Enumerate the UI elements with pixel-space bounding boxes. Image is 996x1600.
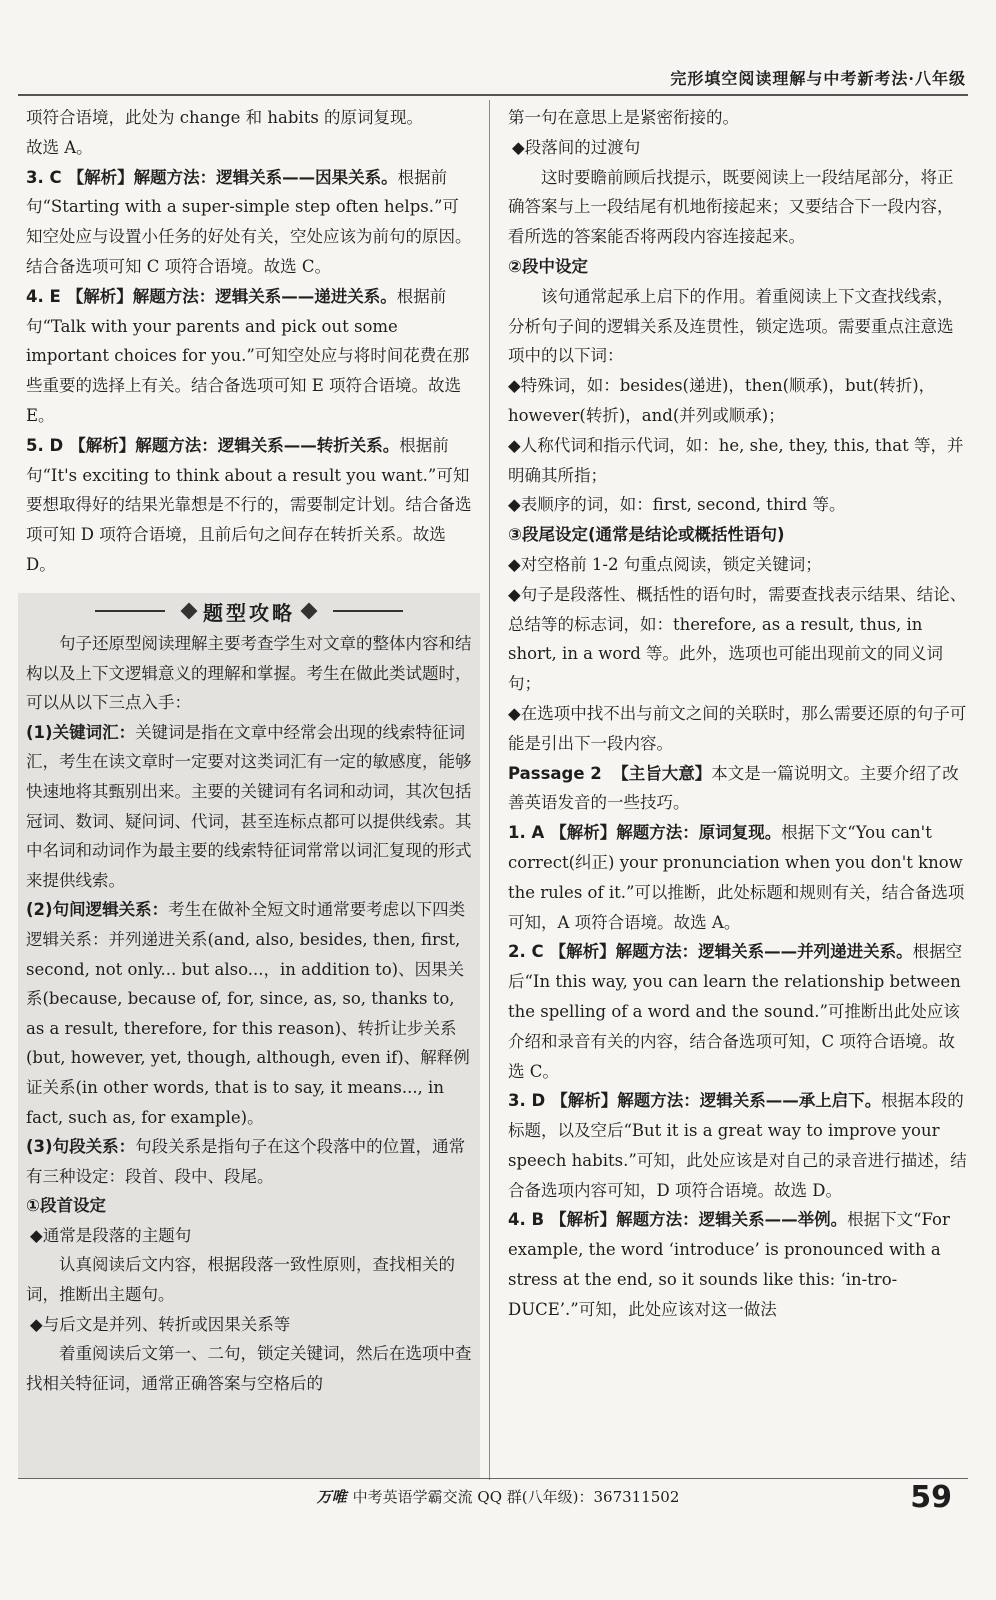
header-title: 完形填空阅读理解与中考新考法·八年级 [670,69,966,88]
answer-body: 根据空后“In this way, you can learn the relationship between the spelling of a word and the sound.”可推断出此处应该介绍和录音有关的内容，结合备选项可知，C 项符合语境。故选 C。 [508,942,963,1081]
left-column [26,103,474,580]
strategy-point-3 [26,1132,474,1191]
answer-item [508,1205,968,1324]
strategy-text [26,629,474,1398]
point-text: 句段关系是指句子在这个段落中的位置，通常有三种设定：段首、段中、段尾。 [26,1137,466,1186]
answer-number: 2. C [508,942,544,962]
section-head: ②段中设定 [508,256,588,276]
point-head: (2)句间逻辑关系： [26,900,169,920]
point-head: (3)句段关系： [26,1137,136,1157]
passage-head: 【主旨大意】 [612,763,712,783]
heading-line [95,610,165,612]
strategy-box [18,593,480,1478]
answer-item [26,431,474,580]
strategy-point-1 [26,718,474,896]
diamond-icon [181,603,198,620]
heading-line [333,610,403,612]
answer-head: 【解析】解题方法：逻辑关系——举例。 [550,1210,848,1230]
strategy-intro: 句子还原型阅读理解主要考查学生对文章的整体内容和结构以及上下文逻辑意义的理解和掌握。考生在做此类试题时，可以从以下三点入手： [26,634,472,713]
bullet-text: 着重阅读后文第一、二句，锁定关键词，然后在选项中查找相关特征词，通常正确答案与空格后的 [26,1344,472,1393]
answer-head: 【解析】解题方法：逻辑关系——并列递进关系。 [549,942,913,962]
point-text: 考生在做补全短文时通常要考虑以下四类逻辑关系：并列递进关系(and, also, besides, then, first, second, not only... but also...，in addition to)、因果关系(because, because of, for, since, as, so, thanks to, as a result, therefore, for this reason)、转折让步关系(but, however, yet, though, although, even if)、解释例证关系(in other words, that is to say, it means..., in fact, such as, for example)。 [26,900,470,1127]
page-number: 59 [910,1480,952,1515]
bullet-item: ◆对空格前 1-2 句重点阅读，锁定关键词； [508,554,822,574]
bullet-head: ◆与后文是并列、转折或因果关系等 [30,1314,291,1334]
answer-body: 根据下文“You can't correct(纠正) your pronunciation when you don't know the rules of it.”可以推断，此处标题和规则有关，结合备选项可知，A 项符合语境。故选 A。 [508,823,965,932]
bullet-item: ◆表顺序的词，如：first, second, third 等。 [508,495,846,515]
answer-body: 根据本段的标题，以及空后“But it is a great way to improve your speech habits.”可知，此处应该是对自己的录音进行描述，结合备选项内容可知，D 项符合语境。故选 D。 [508,1091,967,1200]
answer-item [26,282,474,431]
point-head: (1)关键词汇： [26,722,136,742]
bullet-item: ◆人称代词和指示代词，如：he, she, they, this, that 等，并明确其所指； [508,435,964,485]
answer-head: 【解析】解题方法：逻辑关系——因果关系。 [67,167,398,187]
bullet-item: ◆句子是段落性、概括性的语句时，需要查找表示结果、结论、总结等的标志词，如：therefore, as a result, thus, in short, in a word 等。此外，选项也可能出现前文的同义词句； [508,584,967,694]
section-head: ③段尾设定(通常是结论或概括性语句) [508,525,785,545]
answer-item [26,163,474,282]
strategy-heading [18,593,480,629]
answer-number: 4. E [26,286,61,306]
bullet-text: 这时要瞻前顾后找提示，既要阅读上一段结尾部分，将正确答案与上一段结尾有机地衔接起来；又要结合下一段内容，看所选的答案能否将两段内容连接起来。 [508,167,954,247]
bullet-head: ◆段落间的过渡句 [512,137,641,157]
point-text: 关键词是指在文章中经常会出现的线索特征词汇，考生在读文章时一定要对这类词汇有一定的敏感度，能够快速地将其甄别出来。主要的关键词有名词和动词，其次包括冠词、数词、疑问词、代词，甚至连标点都可以提供线索。其中名词和动词作为最主要的线索特征词常常以词汇复现的形式来提供线索。 [26,722,472,890]
answer-head: 【解析】解题方法：原词复现。 [550,823,782,843]
answer-body: 根据下文“For example, the word ‘introduce’ is pronounced with a stress at the end, so it sounds like this: ‘in-tro-DUCE’.”可知，此处应该对这一做法 [508,1210,950,1319]
bullet-head: ◆通常是段落的主题句 [30,1225,192,1245]
answer-head: 【解析】解题方法：逻辑关系——承上启下。 [551,1091,882,1111]
answer-head: 【解析】解题方法：逻辑关系——转折关系。 [69,435,400,455]
bullet-item: ◆在选项中找不出与前文之间的关联时，那么需要还原的句子可能是引出下一段内容。 [508,703,967,753]
left-top-line-1: 项符合语境，此处为 change 和 habits 的原词复现。 [26,108,424,127]
strategy-point-2 [26,895,474,1132]
answer-number: 4. B [508,1210,545,1230]
footer-rule [18,1478,968,1479]
answer-body: 根据前句“Talk with your parents and pick out some important choices for you.”可知空处应与将时间花费在那些重要的选择上有关。结合备选项可知 E 项符合语境。故选 E。 [26,286,470,425]
bullet-text: 认真阅读后文内容，根据段落一致性原则，查找相关的词，推断出主题句。 [26,1255,455,1305]
answer-item [508,1086,968,1205]
section-text: 该句通常起承上启下的作用。着重阅读上下文查找线索，分析句子间的逻辑关系及连贯性，锁定选项。需要重点注意选项中的以下词： [508,286,954,366]
answer-item [508,818,968,937]
answer-head: 【解析】解题方法：逻辑关系——递进关系。 [66,286,397,306]
answer-number: 3. D [508,1091,546,1111]
answer-number: 1. A [508,823,545,843]
continuation-line: 第一句在意思上是紧密衔接的。 [508,108,739,127]
passage-label: Passage 2 [508,763,602,783]
strategy-title: 题型攻略 [203,600,295,625]
answer-item [508,937,968,1086]
answer-body: 根据前句“Starting with a super-simple step often helps.”可知空处应与设置小任务的好处有关，空处应该为前句的原因。结合备选项可知 C 项符合语境。故选 C。 [26,167,472,276]
header-rule [18,94,968,96]
footer-text: 中考英语学霸交流 QQ 群(八年级)：367311502 [352,1488,680,1506]
brand-logo: 万唯 [316,1488,347,1506]
diamond-icon [301,603,318,620]
passage-text: 本文是一篇说明文。主要介绍了改善英语发音的一些技巧。 [508,763,959,813]
answer-body: 根据前句“It's exciting to think about a result you want.”可知要想取得好的结果光靠想是不行的，需要制定计划。结合备选项可知 D 项符合语境，且前后句之间存在转折关系。故选 D。 [26,435,472,574]
right-column [508,103,968,1325]
section-head: ①段首设定 [26,1196,106,1216]
answer-number: 3. C [26,167,62,187]
bullet-item: ◆特殊词，如：besides(递进)，then(顺承)，but(转折)，however(转折)，and(并列或顺承)； [508,376,936,425]
passage-summary [508,759,968,819]
left-top-line-2: 故选 A。 [26,137,93,157]
footer [0,1486,996,1507]
column-divider [489,100,490,1480]
answer-number: 5. D [26,435,64,455]
